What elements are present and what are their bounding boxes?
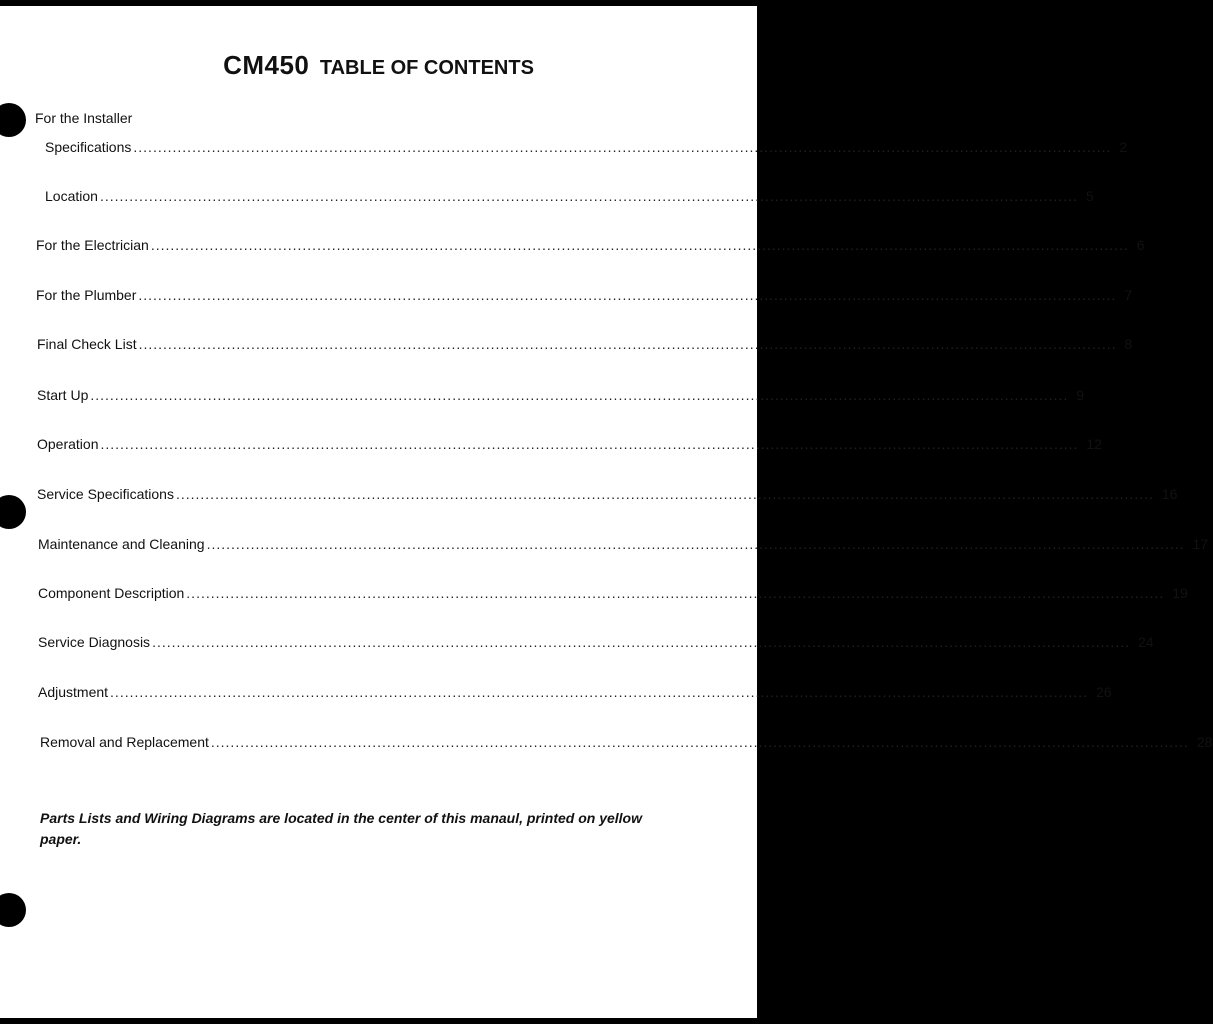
toc-label: For the Electrician (36, 237, 149, 253)
toc-label: Final Check List (37, 336, 137, 352)
toc-label: Location (45, 188, 98, 204)
toc-leader: ........................................................................................................................................................................................................ (206, 536, 1185, 552)
binder-hole-middle (0, 495, 26, 529)
toc-leader: ........................................................................................................................................................................................................ (175, 486, 1154, 502)
toc-page-number: 19 (1172, 585, 1188, 601)
toc-page-number: 16 (1161, 486, 1178, 502)
document-page (0, 6, 1213, 1018)
toc-label: For the Plumber (36, 287, 137, 303)
toc-entry (36, 286, 1133, 304)
toc-entry (38, 633, 1154, 651)
title-heading: TABLE OF CONTENTS (319, 57, 534, 79)
toc-entry (37, 485, 1178, 503)
toc-label: Adjustment (38, 684, 109, 700)
page-title (0, 50, 757, 81)
toc-leader: ........................................................................................................................................................................................................ (100, 436, 1079, 452)
toc-page-number: 6 (1136, 237, 1145, 253)
toc-leader: ........................................................................................................................................................................................................ (138, 287, 1117, 303)
toc-label: Start Up (37, 387, 89, 403)
toc-entry (38, 535, 1209, 553)
toc-page-number: 17 (1192, 536, 1209, 552)
toc-label: Component Description (38, 585, 185, 601)
toc-leader: ........................................................................................................................................................................................................ (186, 585, 1165, 601)
toc-page-number: 24 (1138, 634, 1154, 650)
model-number: CM450 (223, 50, 310, 80)
toc-leader: ........................................................................................................................................................................................................ (133, 139, 1112, 155)
toc-leader: ........................................................................................................................................................................................................ (152, 634, 1130, 650)
toc-label: Operation (37, 436, 99, 452)
toc-leader: ........................................................................................................................................................................................................ (138, 336, 1117, 352)
toc-label: Maintenance and Cleaning (38, 536, 205, 552)
toc-page-number: 8 (1124, 336, 1133, 352)
toc-entry (37, 335, 1133, 353)
toc-leader: ........................................................................................................................................................................................................ (150, 237, 1129, 253)
binder-hole-top (0, 103, 26, 137)
toc-leader: ........................................................................................................................................................................................................ (210, 734, 1189, 750)
toc-entry (36, 236, 1145, 254)
toc-leader: ........................................................................................................................................................................................................ (110, 684, 1088, 700)
toc-entry (45, 187, 1094, 205)
toc-leader: ........................................................................................................................................................................................................ (99, 188, 1078, 204)
toc-page-number: 7 (1124, 287, 1133, 303)
toc-entry (45, 138, 1128, 156)
section-heading-installer: For the Installer (35, 110, 133, 126)
toc-page-number: 28 (1196, 734, 1213, 750)
toc-page-number: 9 (1076, 387, 1085, 403)
toc-entry (38, 683, 1112, 701)
toc-label: Service Specifications (37, 486, 174, 502)
toc-page-number: 5 (1085, 188, 1094, 204)
toc-entry (37, 435, 1102, 453)
toc-page-number: 2 (1119, 139, 1128, 155)
toc-entry (38, 584, 1188, 602)
toc-label: Service Diagnosis (38, 634, 151, 650)
binder-hole-bottom (0, 893, 26, 927)
toc-entry (37, 386, 1085, 404)
toc-leader: ........................................................................................................................................................................................................ (90, 387, 1069, 403)
toc-page-number: 26 (1095, 684, 1112, 700)
toc-page-number: 12 (1086, 436, 1102, 452)
toc-entry (40, 733, 1213, 751)
toc-label: Removal and Replacement (40, 734, 209, 750)
parts-lists-note: Parts Lists and Wiring Diagrams are located in the center of this manaul, printed on yellow paper. (40, 810, 642, 847)
toc-label: Specifications (45, 139, 132, 155)
